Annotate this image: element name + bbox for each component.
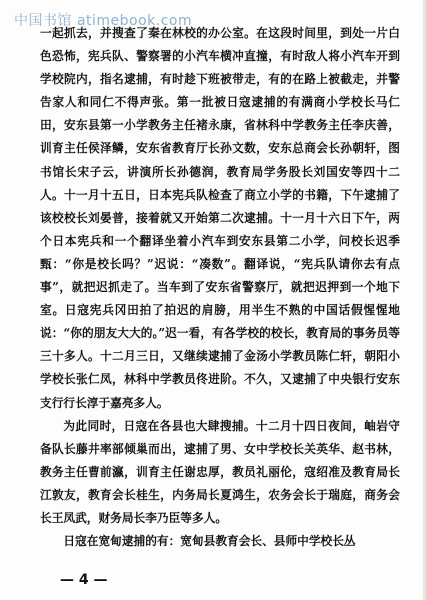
page-number: — 4 —: [60, 572, 108, 588]
paragraph-3: 日寇在宽甸逮捕的有：宽甸县教育会长、县师中学校长丛: [63, 534, 356, 549]
paragraph-2: 为此同时，日寇在各县也大肆搜捕。十二月十四日夜间，岫岩守备队长藤井率部倾巢而出，逮捕了男、女中学校长关英华、赵书林，教务主任曹前瀛，训育主任谢忠厚，教员礼丽伦，寇绍准及教育局长江敦友，教育会长桂生，内务局长夏鸿生，农务会长于瑞庭，商务会长王凤武，财务局长李乃臣等多人。: [40, 418, 400, 525]
watermark-text: 中国书馆 atimebook.com: [14, 13, 193, 29]
body-text: [40, 22, 400, 553]
paragraph-1: 一起抓去，并搜查了秦在林校的办公室。在这段时间里，到处一片白色恐怖，宪兵队、警察署的小汽车横冲直撞，有时敌人将小汽车开到学校院内，指名逮捕，有时趁下班被带走，有的在路上被截走，并警告家人和同仁不得声张。第一批被日寇逮捕的有满商小学校长马仁田，安东县第一小学教务主任褚永康，省林科中学教务主任李庆善，训育主任侯泽鳞，安东省教育厅长孙文数，安东总商会长孙朝轩，图书馆长宋子云，讲演所长孙德润，教育局学务股长刘国安等四十二人。十一月十五日，日本宪兵队检查了商立小学的书籍，下午逮捕了该校校长刘晏普，接着就又开始第二次逮捕。十一月十六日下午，两个日本宪兵和一个翻译坐着小汽车到安东县第二小学，问校长迟季甄：“你是校长吗？”迟说：“凑数”。翻译说，“宪兵队请你去有点事”，就把迟抓走了。当车到了安东省警察厅，就把迟押到一个地下室。日寇宪兵冈田拍了拍迟的肩膀，用半生不熟的中国话假惺惺地说：“你的朋友大大的。”迟一看，有各学校的校长，教育局的事务员等三十多人。十二月三日，又继续逮捕了金汤小学教员陈仁轩，朝阳小学校长张仁凤，林科中学教员佟进阶。不久，又逮捕了中央银行安东支行行长淳于嘉亮多人。: [40, 26, 400, 410]
